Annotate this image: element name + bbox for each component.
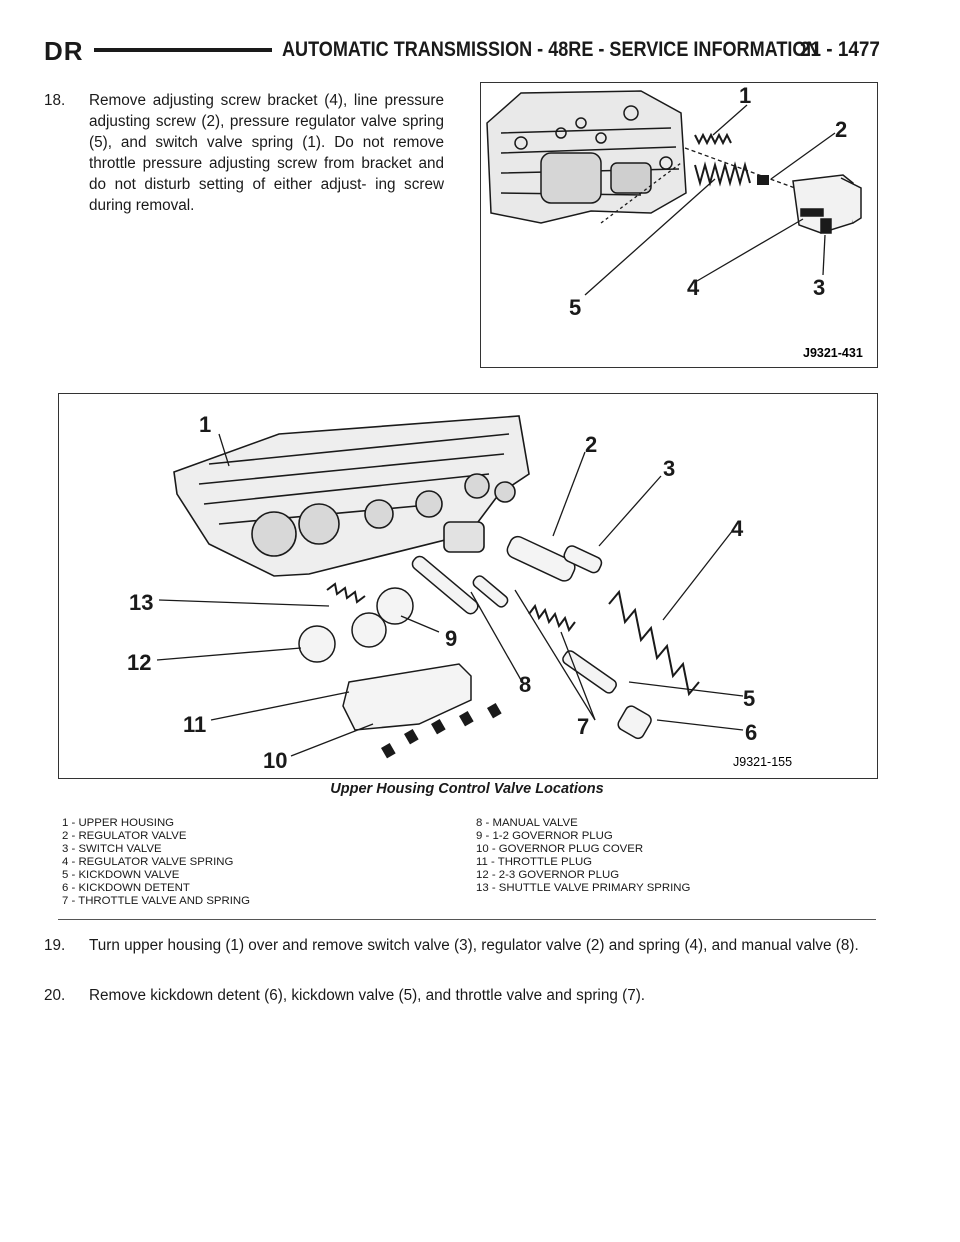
legend-item: 7 - THROTTLE VALVE AND SPRING <box>62 895 250 907</box>
callout-4: 4 <box>687 275 700 300</box>
callout-13: 13 <box>129 590 154 615</box>
legend-right <box>476 817 690 895</box>
callout-1: 1 <box>199 412 212 437</box>
legend-item: 3 - SWITCH VALVE <box>62 843 162 855</box>
legend-item: 12 - 2-3 GOVERNOR PLUG <box>476 869 620 881</box>
step-text: Turn upper housing (1) over and remove switch valve (3), regulator valve (2) and spring (4), and manual valve (8). <box>89 937 859 954</box>
step-number: 20. <box>44 987 66 1004</box>
legend-item: 4 - REGULATOR VALVE SPRING <box>62 856 234 868</box>
header-rule <box>94 48 272 52</box>
figure-upper-housing-control-valves <box>58 393 878 779</box>
section-code: DR <box>44 36 84 66</box>
callout-3: 3 <box>813 275 826 300</box>
callout-6: 6 <box>745 720 758 745</box>
legend-item: 13 - SHUTTLE VALVE PRIMARY SPRING <box>476 882 691 894</box>
step-20 <box>44 985 876 1009</box>
callout-5: 5 <box>743 686 756 711</box>
callout-7: 7 <box>577 714 590 739</box>
step-18 <box>44 90 444 220</box>
legend-item: 2 - REGULATOR VALVE <box>62 830 187 842</box>
legend-item: 9 - 1-2 GOVERNOR PLUG <box>476 830 613 842</box>
callout-9: 9 <box>445 626 458 651</box>
figure-1-illustration <box>481 83 877 367</box>
legend-item: 8 - MANUAL VALVE <box>476 817 578 829</box>
legend-item: 6 - KICKDOWN DETENT <box>62 882 190 894</box>
callout-5: 5 <box>569 295 582 320</box>
figure-1-code: J9321-431 <box>803 346 863 360</box>
step-number: 18. <box>44 92 66 109</box>
callout-4: 4 <box>731 516 744 541</box>
figure-caption: Upper Housing Control Valve Locations <box>330 781 604 797</box>
callout-2: 2 <box>585 432 598 457</box>
callout-11: 11 <box>183 712 207 737</box>
legend-item: 5 - KICKDOWN VALVE <box>62 869 180 881</box>
callout-1: 1 <box>739 83 752 108</box>
legend-item: 11 - THROTTLE PLUG <box>476 856 593 868</box>
legend-item: 10 - GOVERNOR PLUG COVER <box>476 843 644 855</box>
callout-8: 8 <box>519 672 532 697</box>
page-title: AUTOMATIC TRANSMISSION - 48RE - SERVICE INFORMATION <box>282 38 820 61</box>
legend-left <box>62 817 250 908</box>
legend-item: 1 - UPPER HOUSING <box>62 817 175 829</box>
figure-2-code: J9321-155 <box>733 755 793 769</box>
callout-3: 3 <box>663 456 676 481</box>
callout-10: 10 <box>263 748 288 773</box>
figure-2-illustration <box>59 394 877 778</box>
figure-adjusting-screw-bracket <box>480 82 878 368</box>
step-number: 19. <box>44 937 66 954</box>
page-number: 21 - 1477 <box>800 38 880 61</box>
callout-12: 12 <box>127 650 152 675</box>
step-19 <box>44 935 876 979</box>
legend-divider <box>58 919 876 920</box>
step-text: Remove adjusting screw bracket (4), line pressure adjusting screw (2), pressure regulator valve spring (5), and switch valve spring (1). Do not remove throttle pressure adjusting screw from bracket and do not disturb setting of either adjust- ing screw during removal. <box>89 92 444 214</box>
callout-2: 2 <box>835 117 848 142</box>
step-text: Remove kickdown detent (6), kickdown valve (5), and throttle valve and spring (7). <box>89 987 646 1004</box>
